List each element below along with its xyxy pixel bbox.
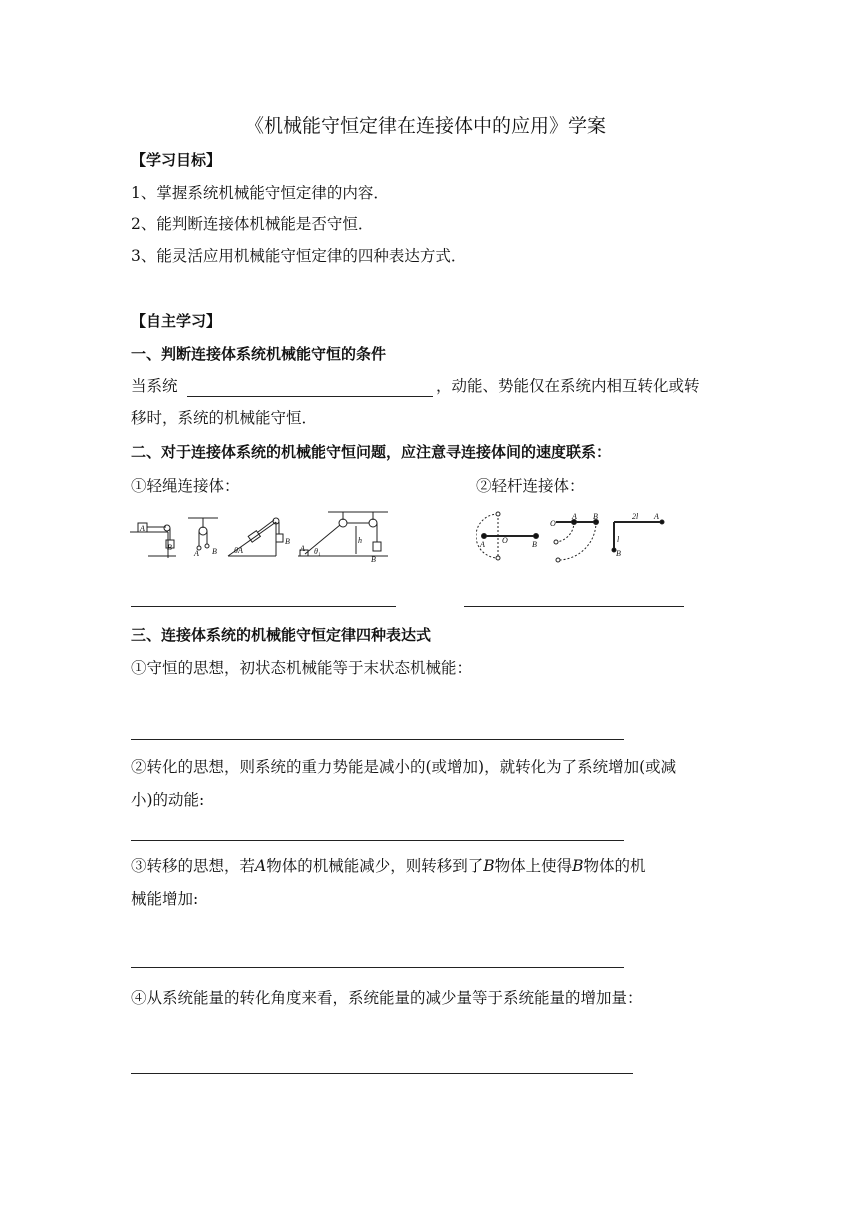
expression-3-part-3: 物体上使得	[494, 857, 573, 875]
fig-label-B3: B	[285, 537, 290, 546]
rod-label-l: l	[617, 535, 620, 544]
rod-label-B3: B	[616, 549, 621, 558]
expression-3-B2: B	[572, 857, 584, 875]
rod-connector-diagrams	[476, 510, 676, 570]
rod-label-B: B	[532, 540, 537, 549]
goal-item-3: 3、能灵活应用机械能守恒定律的四种表达方式．	[131, 247, 467, 265]
section-2-heading: 二、对于连接体系统的机械能守恒问题，应注意寻连接体间的速度联系：	[131, 443, 612, 461]
fill-blank-condition[interactable]	[187, 396, 433, 397]
page-title: 《机械能守恒定律在连接体中的应用》学案	[245, 115, 607, 137]
fill-blank-expression-1[interactable]	[131, 739, 624, 740]
rod-label-O: O	[502, 536, 508, 545]
expression-4: ④从系统能量的转化角度来看，系统能量的减少量等于系统能量的增加量：	[131, 989, 643, 1007]
section-1-line-2: 移时，系统的机械能守恒．	[131, 409, 318, 427]
goals-heading: 【学习目标】	[131, 151, 222, 169]
expression-3-A: A	[255, 857, 267, 875]
rod-label-B2: B	[593, 512, 598, 521]
fill-blank-rope[interactable]	[131, 606, 396, 607]
rope-connector-label: ①轻绳连接体：	[131, 477, 240, 495]
fig-label-theta1: θ₁	[314, 547, 321, 556]
expression-1: ①守恒的思想，初状态机械能等于末状态机械能：	[131, 659, 473, 677]
fig-label-B2: B	[212, 547, 217, 556]
fill-blank-expression-3[interactable]	[131, 967, 624, 968]
fig-label-A2: A	[194, 549, 199, 558]
rod-label-A2: A	[572, 512, 577, 521]
expression-3-part-4: 物体的机	[583, 857, 646, 875]
expression-3-B1: B	[483, 857, 495, 875]
rod-label-2l: 2l	[632, 512, 639, 521]
expression-3-line-1	[131, 856, 646, 876]
section-3-heading: 三、连接体系统的机械能守恒定律四种表达式	[131, 626, 432, 644]
fig-label-A3: A	[238, 546, 243, 555]
expression-2-line-2: 小)的动能:	[131, 791, 205, 809]
expression-3-part-2: 物体的机械能减少，则转移到了	[266, 857, 484, 875]
fill-blank-rod[interactable]	[464, 606, 684, 607]
section-1-line-suffix: ，动能、势能仅在系统内相互转化或转	[436, 377, 700, 395]
fig-label-A4: A	[300, 544, 305, 553]
fill-blank-expression-2[interactable]	[131, 840, 624, 841]
fill-blank-expression-4[interactable]	[131, 1073, 633, 1074]
self-study-heading: 【自主学习】	[131, 312, 222, 330]
fig-label-h: h	[358, 536, 362, 545]
rod-connector-label: ②轻杆连接体：	[476, 477, 585, 495]
fig-label-B4: B	[371, 555, 376, 564]
expression-3-part-1: ③转移的思想，若	[131, 857, 256, 875]
rope-connector-diagrams	[128, 506, 393, 566]
rod-label-O2: O	[550, 519, 556, 528]
fig-label-A: A	[140, 524, 145, 533]
section-1-line-prefix: 当系统	[131, 377, 178, 395]
rod-label-A: A	[480, 540, 485, 549]
fig-label-B: B	[167, 543, 172, 552]
goal-item-1: 1、掌握系统机械能守恒定律的内容．	[131, 184, 389, 202]
section-1-heading: 一、判断连接体系统机械能守恒的条件	[131, 345, 387, 363]
expression-2-line-1: ②转化的思想，则系统的重力势能是减小的(或增加)，就转化为了系统增加(或减	[131, 758, 677, 776]
fig-label-theta: θ	[234, 546, 238, 555]
expression-3-line-2: 械能增加:	[131, 890, 199, 908]
goal-item-2: 2、能判断连接体机械能是否守恒．	[131, 215, 374, 233]
rod-label-A3: A	[654, 512, 659, 521]
